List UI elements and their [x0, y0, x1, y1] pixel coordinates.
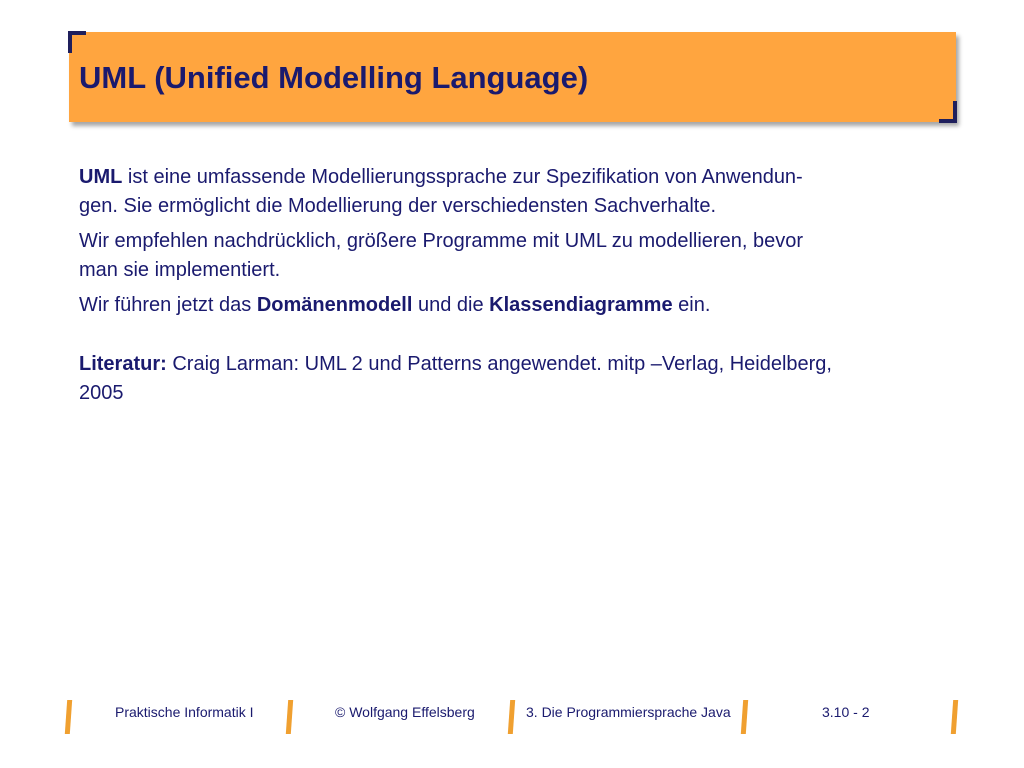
paragraph-text: und die: [412, 294, 490, 316]
title-box: [69, 32, 956, 122]
term-domaenenmodell: Domänenmodell: [256, 294, 413, 316]
slide-body: [79, 163, 959, 414]
footer-course: Praktische Informatik I: [115, 704, 254, 720]
corner-bracket-top-left: [68, 31, 86, 53]
slide-title: UML (Unified Modelling Language): [79, 60, 589, 95]
literature-reference: Craig Larman: UML 2 und Patterns angewendet. mitp –Verlag, Heidelberg,: [166, 353, 832, 375]
footer-separator: [951, 700, 958, 734]
paragraph-text: Wir führen jetzt das: [79, 294, 257, 316]
term-klassendiagramme: Klassendiagramme: [489, 294, 673, 316]
footer-author: © Wolfgang Effelsberg: [335, 704, 475, 720]
paragraph-uml-definition: [79, 163, 959, 221]
paragraph-text: gen. Sie ermöglicht die Modellierung der verschiedensten Sachverhalte.: [79, 195, 717, 217]
paragraph-literature: [79, 350, 959, 408]
paragraph-introduction: [79, 291, 959, 320]
literature-label: Literatur:: [79, 353, 167, 375]
paragraph-text: Wir empfehlen nachdrücklich, größere Programme mit UML zu modellieren, bevor: [79, 230, 803, 252]
footer-page-number: 3.10 - 2: [822, 704, 870, 720]
footer-separator: [508, 700, 515, 734]
paragraph-text: ein.: [672, 294, 711, 316]
footer-separator: [741, 700, 748, 734]
footer-separator: [65, 700, 72, 734]
literature-year: 2005: [79, 382, 124, 404]
paragraph-text: ist eine umfassende Modellierungssprache zur Spezifikation von Anwendun-: [122, 166, 803, 188]
corner-bracket-bottom-right: [939, 101, 957, 123]
paragraph-text: man sie implementiert.: [79, 259, 281, 281]
slide-footer: [0, 700, 1024, 736]
footer-chapter: 3. Die Programmiersprache Java: [526, 704, 731, 720]
term-uml: UML: [79, 166, 123, 188]
footer-separator: [286, 700, 293, 734]
paragraph-recommendation: [79, 227, 959, 285]
